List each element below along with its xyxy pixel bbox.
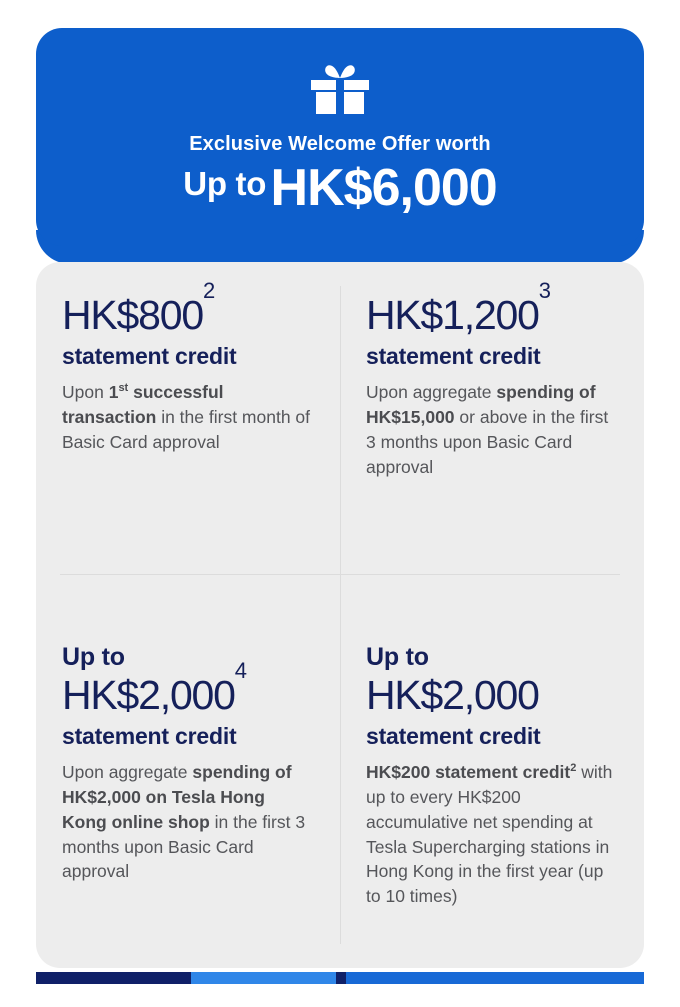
offer-credit-label-3: statement credit [62,723,237,750]
offer-credit-label-4: statement credit [366,723,541,750]
offer-footnote-1: 2 [202,277,216,303]
bottom-bar-3 [336,972,346,984]
banner-subtitle: Exclusive Welcome Offer worth [189,133,491,155]
offer-description-3: Upon aggregate spending of HK$2,000 on Tesla Hong Kong online shop in the first 3 months upon Basic Card approval [62,762,306,882]
offer-upto-3: Up to [62,643,125,671]
offers-grid [36,262,644,968]
offer-credit-label-2: statement credit [366,343,541,370]
offer-amount-value-2: HK$1,200 [366,292,539,338]
offer-description-4: HK$200 statement credit$^2$ with up to every HK$200 accumulative net spending at Tesla Supercharging stations in Hong Kong in the first year (up to 10 times) [366,762,613,907]
bottom-bar-1 [36,972,191,984]
offer-amount-2 [366,277,618,338]
banner-amount: HK$6,000 [270,159,497,217]
offer-upto-4: Up to [366,643,429,671]
offer-credit-label-1: statement credit [62,343,237,370]
offer-cell-4 [340,615,644,968]
bottom-bar-4 [346,972,644,984]
gift-icon [307,62,373,119]
offer-amount-1 [62,277,314,338]
banner-prefix: Up to [183,165,267,202]
banner-headline [36,158,644,218]
welcome-offer-banner [36,28,644,246]
offer-cell-1 [36,262,340,615]
offer-amount-value-3: HK$2,000 [62,672,235,718]
bottom-bar-2 [191,972,336,984]
offer-footnote-2: 3 [538,277,552,303]
offer-amount-value-1: HK$800 [62,292,203,338]
offer-description-1: Upon 1st successful transaction in the first month of Basic Card approval [62,382,311,452]
offer-footnote-3: 4 [234,657,248,683]
offer-amount-4 [366,674,618,717]
offer-amount-value-4: HK$2,000 [366,672,539,718]
bottom-color-bars [36,972,644,984]
offer-cell-3 [36,615,340,968]
offer-cell-2 [340,262,644,615]
offer-description-2: Upon aggregate spending of HK$15,000 or above in the first 3 months upon Basic Card approval [366,382,609,477]
